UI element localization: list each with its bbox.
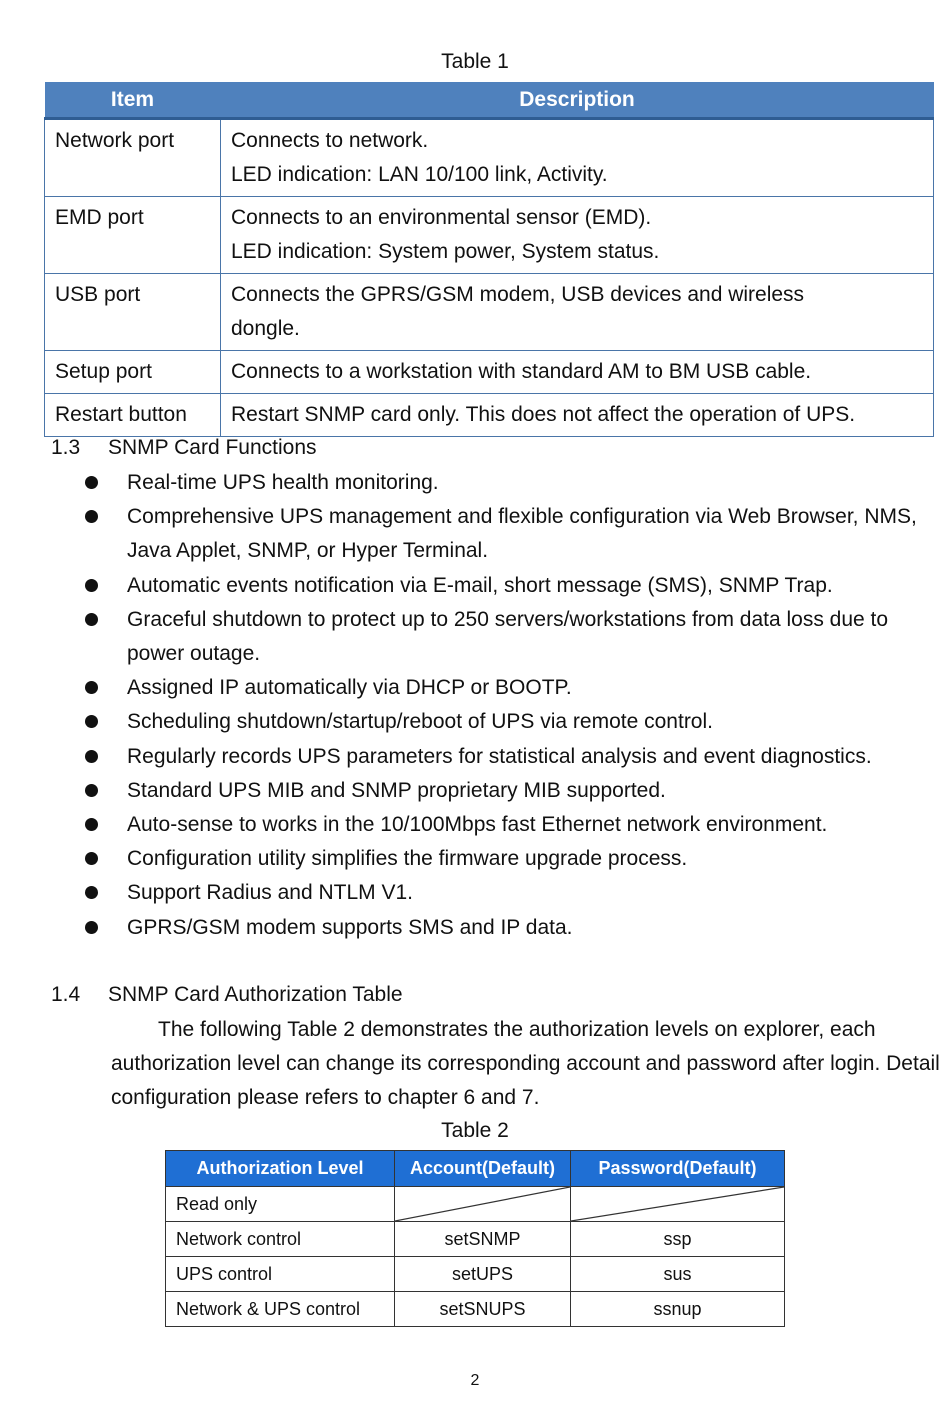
section-title: SNMP Card Functions bbox=[108, 436, 317, 459]
diagonal-slash-icon bbox=[571, 1187, 784, 1221]
list-item-text: Standard UPS MIB and SNMP proprietary MIB supported. bbox=[127, 778, 666, 802]
bullet-icon bbox=[85, 750, 98, 763]
description-line: Connects to network. bbox=[231, 129, 429, 152]
table2-header-level: Authorization Level bbox=[166, 1151, 395, 1187]
list-item bbox=[0, 911, 950, 945]
list-item bbox=[0, 671, 950, 705]
section-number: 1.3 bbox=[51, 436, 81, 459]
diagonal-slash-icon bbox=[395, 1187, 570, 1221]
list-item-text: Support Radius and NTLM V1. bbox=[127, 881, 413, 905]
table-row bbox=[45, 351, 934, 394]
list-item bbox=[0, 466, 950, 500]
section-number: 1.4 bbox=[51, 983, 81, 1006]
empty-password-cell bbox=[571, 1187, 785, 1222]
table-row bbox=[166, 1257, 785, 1292]
table2-header-account: Account(Default) bbox=[395, 1151, 571, 1187]
table-row bbox=[166, 1187, 785, 1222]
bullet-icon bbox=[85, 886, 98, 899]
description-cell bbox=[221, 394, 934, 437]
page-number: 2 bbox=[470, 1372, 480, 1389]
description-cell bbox=[221, 274, 934, 351]
account-cell: setSNMP bbox=[395, 1222, 571, 1257]
description-line: Connects to a workstation with standard AM to BM USB cable. bbox=[231, 360, 812, 383]
list-item-text: Assigned IP automatically via DHCP or BOOTP. bbox=[127, 676, 572, 700]
description-line: Connects to an environmental sensor (EMD). bbox=[231, 206, 652, 229]
list-item bbox=[0, 740, 950, 774]
item-cell: USB port bbox=[45, 274, 221, 351]
authorization-paragraph: The following Table 2 demonstrates the authorization levels on explorer, each authorization level can change its corresponding account and password after login. Detail configuration please refers to chapter 6 and 7. bbox=[111, 1018, 940, 1109]
bullet-icon bbox=[85, 852, 98, 865]
description-line: Restart SNMP card only. This does not affect the operation of UPS. bbox=[231, 403, 856, 426]
list-item-text: Scheduling shutdown/startup/reboot of UPS via remote control. bbox=[127, 710, 713, 734]
bullet-icon bbox=[85, 579, 98, 592]
level-cell: UPS control bbox=[166, 1257, 395, 1292]
bullet-icon bbox=[85, 784, 98, 797]
list-item bbox=[0, 705, 950, 739]
list-item-text: Configuration utility simplifies the firmware upgrade process. bbox=[127, 847, 688, 871]
bullet-icon bbox=[85, 921, 98, 934]
list-item bbox=[0, 774, 950, 808]
section-heading-functions bbox=[51, 436, 317, 460]
authorization-table bbox=[165, 1150, 785, 1327]
table1-header-item: Item bbox=[45, 82, 221, 119]
list-item-text: Comprehensive UPS management and flexible configuration via Web Browser, NMS, Java Applet, SNMP, or Hyper Terminal. bbox=[127, 505, 917, 563]
table-row bbox=[45, 197, 934, 274]
description-line: LED indication: System power, System status. bbox=[231, 240, 660, 263]
list-item bbox=[0, 500, 950, 568]
list-item-text: Regularly records UPS parameters for statistical analysis and event diagnostics. bbox=[127, 744, 872, 768]
table-row bbox=[166, 1222, 785, 1257]
list-item bbox=[0, 808, 950, 842]
account-cell: setSNUPS bbox=[395, 1292, 571, 1327]
ports-table bbox=[44, 82, 934, 437]
bullet-icon bbox=[85, 715, 98, 728]
table-row bbox=[45, 394, 934, 437]
account-cell: setUPS bbox=[395, 1257, 571, 1292]
item-cell: EMD port bbox=[45, 197, 221, 274]
password-cell: ssnup bbox=[571, 1292, 785, 1327]
table1-header-description: Description bbox=[221, 82, 934, 119]
bullet-icon bbox=[85, 681, 98, 694]
item-cell: Restart button bbox=[45, 394, 221, 437]
table1-caption: Table 1 bbox=[441, 50, 509, 73]
list-item bbox=[0, 842, 950, 876]
level-cell: Read only bbox=[166, 1187, 395, 1222]
list-item bbox=[0, 603, 950, 671]
description-line: Connects the GPRS/GSM modem, USB devices and wireless bbox=[231, 283, 805, 306]
bullet-icon bbox=[85, 613, 98, 626]
section-title: SNMP Card Authorization Table bbox=[108, 983, 403, 1006]
list-item-text: Real-time UPS health monitoring. bbox=[127, 471, 439, 494]
list-item bbox=[0, 876, 950, 910]
description-line: LED indication: LAN 10/100 link, Activity. bbox=[231, 163, 608, 186]
list-item-text: Automatic events notification via E-mail, short message (SMS), SNMP Trap. bbox=[127, 573, 833, 597]
table-row bbox=[166, 1292, 785, 1327]
password-cell: sus bbox=[571, 1257, 785, 1292]
item-cell: Network port bbox=[45, 119, 221, 197]
description-cell bbox=[221, 119, 934, 197]
table-row bbox=[45, 119, 934, 197]
table2-caption: Table 2 bbox=[441, 1119, 509, 1142]
level-cell: Network & UPS control bbox=[166, 1292, 395, 1327]
level-cell: Network control bbox=[166, 1222, 395, 1257]
description-cell bbox=[221, 197, 934, 274]
description-cell bbox=[221, 351, 934, 394]
list-item bbox=[0, 569, 950, 603]
item-cell: Setup port bbox=[45, 351, 221, 394]
bullet-icon bbox=[85, 476, 98, 489]
table-row bbox=[45, 274, 934, 351]
list-item-text: Auto-sense to works in the 10/100Mbps fast Ethernet network environment. bbox=[127, 813, 828, 837]
list-item-text: Graceful shutdown to protect up to 250 servers/workstations from data loss due to power outage. bbox=[127, 607, 889, 666]
bullet-icon bbox=[85, 510, 98, 523]
password-cell: ssp bbox=[571, 1222, 785, 1257]
description-line: dongle. bbox=[231, 317, 300, 340]
table2-header-password: Password(Default) bbox=[571, 1151, 785, 1187]
empty-account-cell bbox=[395, 1187, 571, 1222]
feature-list bbox=[0, 466, 950, 945]
bullet-icon bbox=[85, 818, 98, 831]
list-item-text: GPRS/GSM modem supports SMS and IP data. bbox=[127, 915, 573, 939]
section-heading-authorization bbox=[51, 983, 403, 1007]
